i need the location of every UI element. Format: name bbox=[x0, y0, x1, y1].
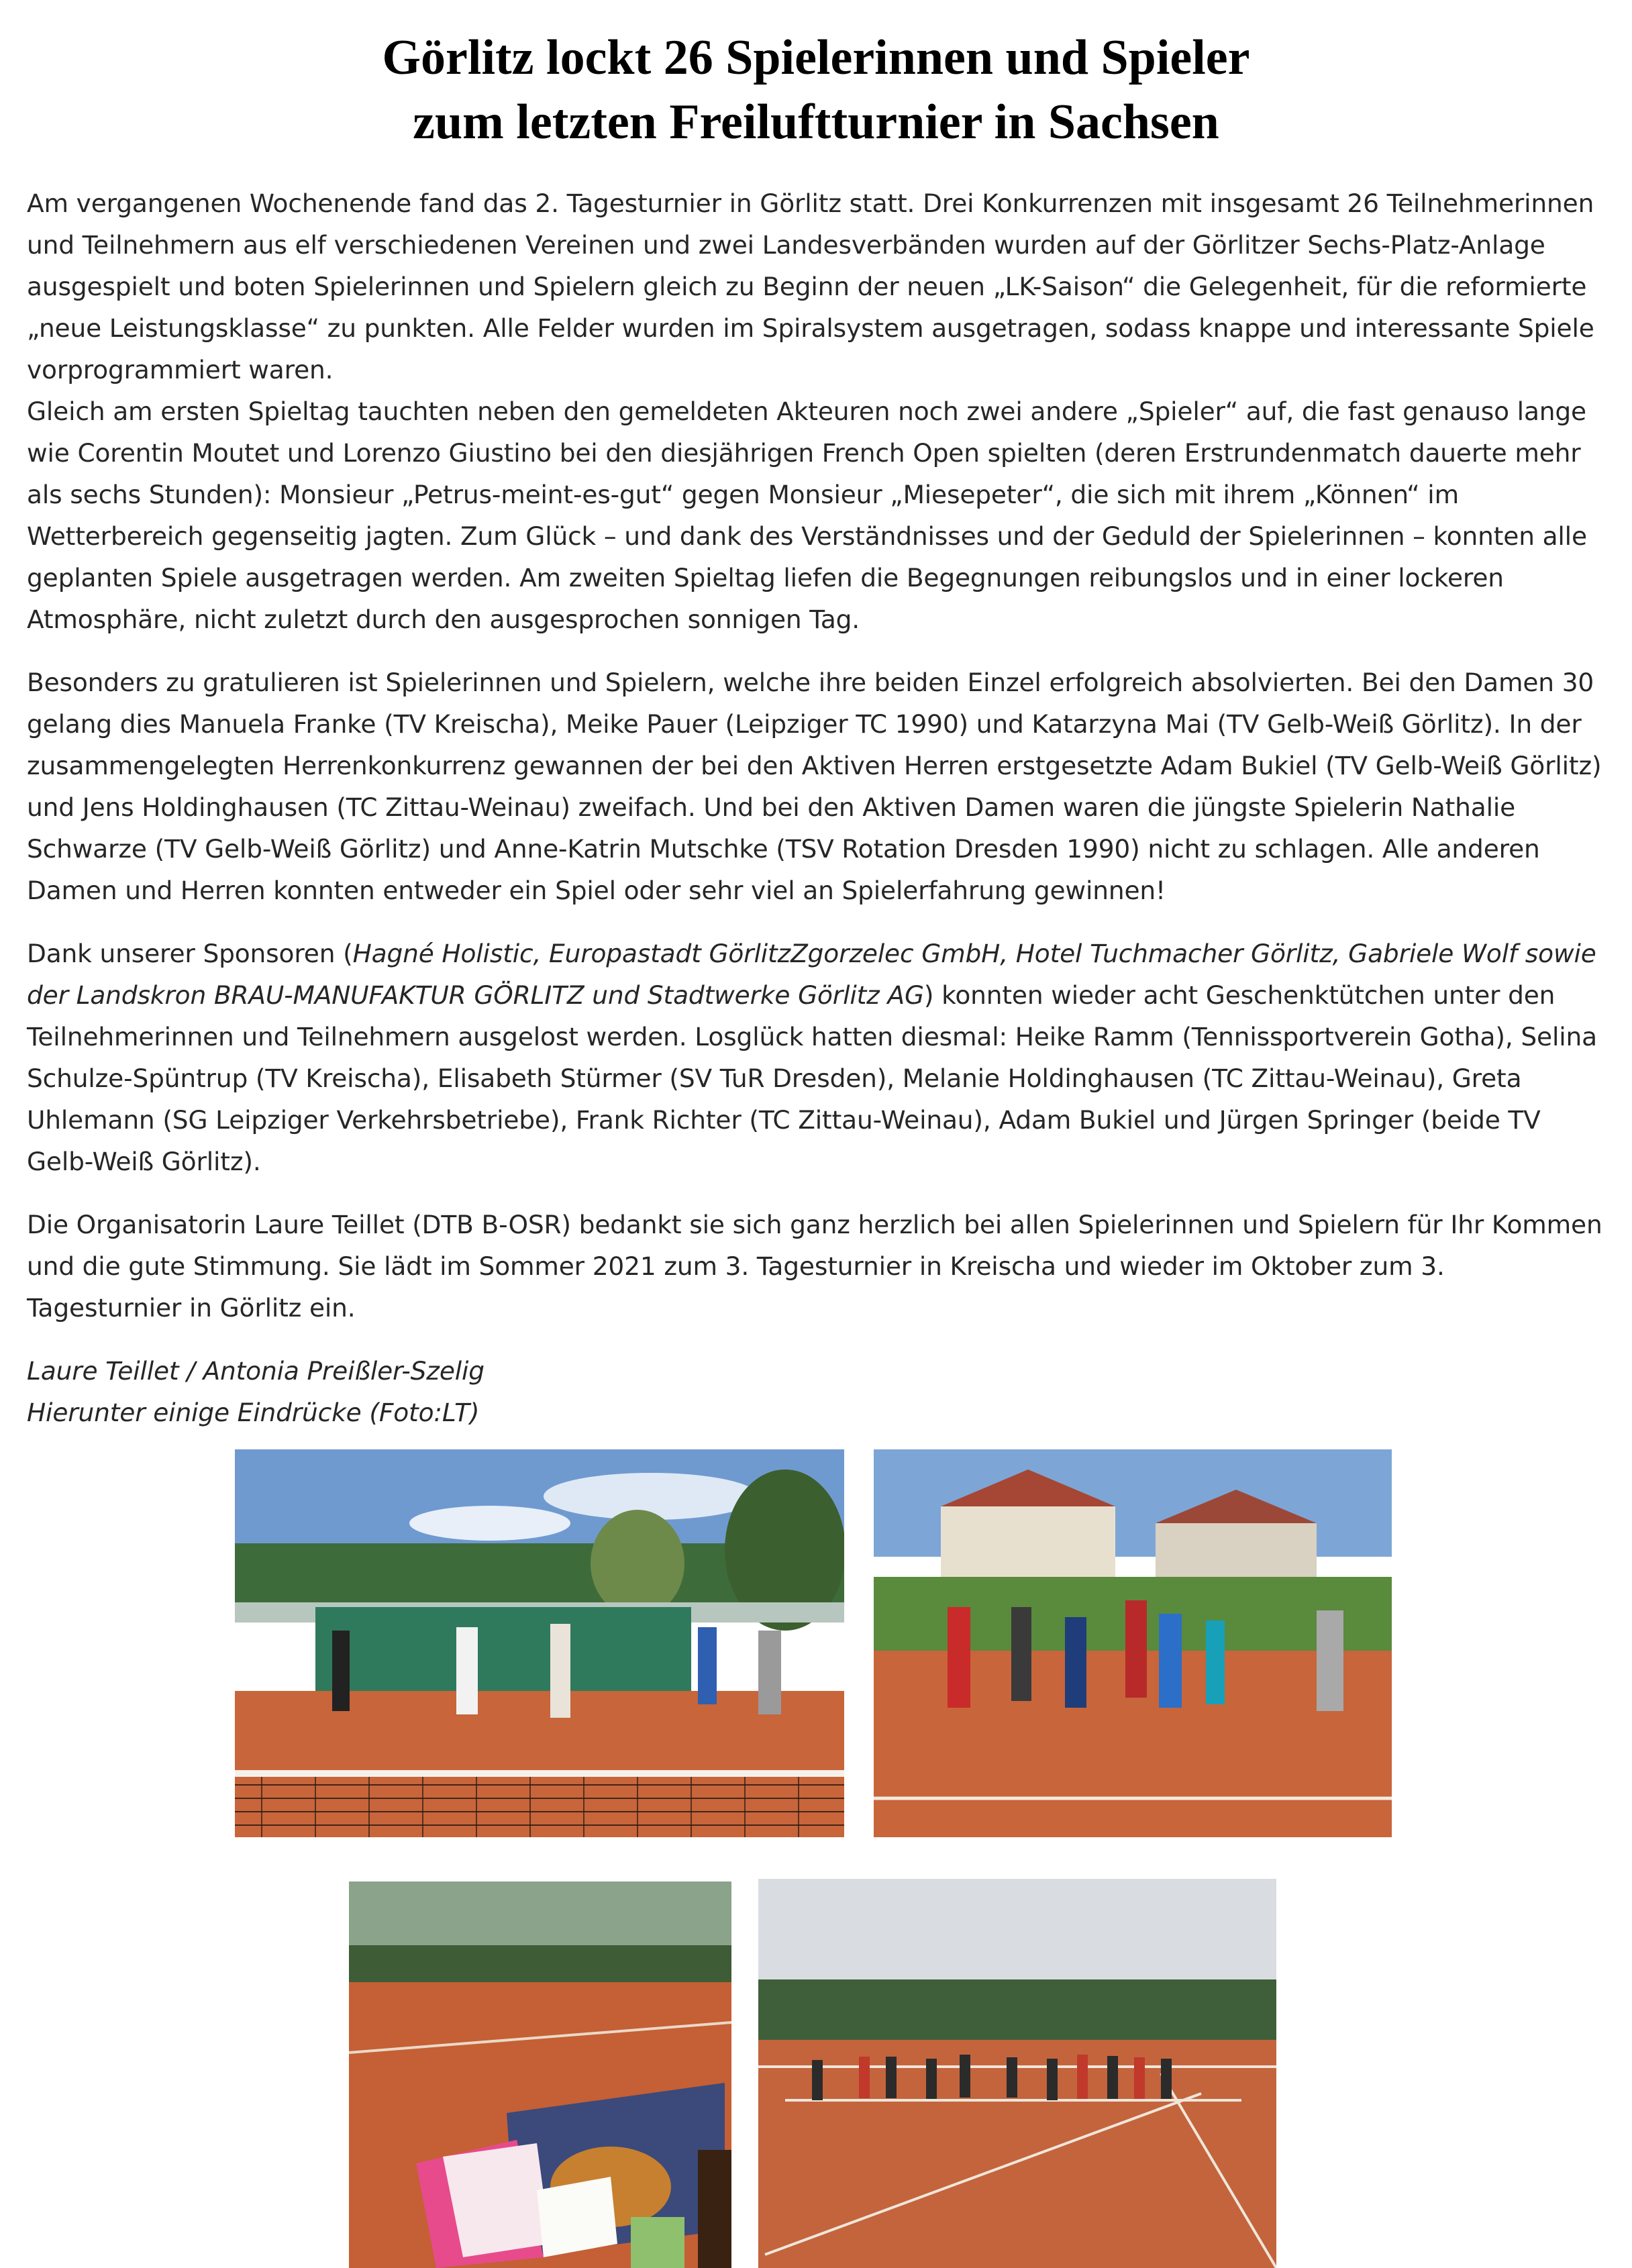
photo-group-on-court bbox=[874, 1449, 1392, 1837]
article-body bbox=[27, 183, 1605, 1455]
paragraph-first-day: Gleich am ersten Spieltag tauchten neben den gemeldeten Akteuren noch zwei andere „Spieler“ auf, die fast genauso lange wie Corentin Moutet und Lorenzo Giustino bei den diesjährigen French Open spielten (deren Erstrundenmatch dauerte mehr als sechs Stunden): Monsieur „Petrus-meint-es-gut“ gegen Monsieur „Miesepeter“, die sich mit ihrem „Können“ im Wetterbereich gegenseitig jagten. Zum Glück – und dank des Verständnisses und der Geduld der Spielerinnen – konnten alle geplanten Spiele ausgetragen werden. Am zweiten Spieltag liefen die Begegnungen reibungslos und in einer lockeren Atmosphäre, nicht zuletzt durch den ausgesprochen sonnigen Tag. bbox=[27, 397, 1587, 634]
title-line-1: Görlitz lockt 26 Spielerinnen und Spieler bbox=[382, 30, 1250, 85]
byline-authors: Laure Teillet / Antonia Preißler-Szelig bbox=[27, 1356, 484, 1386]
photo-wide-court bbox=[758, 1879, 1276, 2268]
title-line-2: zum letzten Freiluftturnier in Sachsen bbox=[413, 95, 1219, 150]
photo-caption: Hierunter einige Eindrücke (Foto:LT) bbox=[27, 1398, 480, 1427]
sponsors-tail-text: ) konnten wieder acht Geschenktütchen unter den Teilnehmerinnen und Teilnehmern ausgelost werden. Losglück hatten diesmal: Heike Ramm (Tennissportverein Gotha), Selina Schulze-Spüntrup (TV Kreischa), Elisabeth Stürmer (SV TuR Dresden), Melanie Holdinghausen (TC Zittau-Weinau), Greta Uhlemann (SG Leipziger Verkehrsbetriebe), Frank Richter (TC Zittau-Weinau), Adam Bukiel und Jürgen Springer (beide TV Gelb-Weiß Görlitz). bbox=[27, 980, 1597, 1176]
sponsors-lead-text: Dank unserer Sponsoren ( bbox=[27, 939, 353, 968]
paragraph-organizer: Die Organisatorin Laure Teillet (DTB B-OSR) bedankt sie sich ganz herzlich bei allen Spielerinnen und Spielern für Ihr Kommen und die gute Stimmung. Sie lädt im Sommer 2021 zum 3. Tagesturnier in Kreischa und wieder im Oktober zum 3. Tagesturnier in Görlitz ein. bbox=[27, 1210, 1602, 1323]
photo-gift-bags bbox=[349, 1882, 731, 2268]
article-title bbox=[0, 25, 1632, 154]
paragraph-intro: Am vergangenen Wochenende fand das 2. Tagesturnier in Görlitz statt. Drei Konkurrenzen mit insgesamt 26 Teilnehmerinnen und Teilnehmern aus elf verschiedenen Vereinen und zwei Landesverbänden wurden auf der Görlitzer Sechs-Platz-Anlage ausgespielt und boten Spielerinnen und Spielern gleich zu Beginn der neuen „LK-Saison“ die Gelegenheit, für die reformierte „neue Leistungsklasse“ zu punkten. Alle Felder wurden im Spiralsystem ausgetragen, sodass knappe und interessante Spiele vorprogrammiert waren. bbox=[27, 189, 1594, 384]
sponsors-list: Hagné Holistic, Europastadt GörlitzZgorzelec GmbH, Hotel Tuchmacher Görlitz, Gabriele Wolf sowie der Landskron BRAU-MANUFAKTUR GÖRLITZ und Stadtwerke Görlitz AG bbox=[27, 939, 1596, 1010]
paragraph-winners: Besonders zu gratulieren ist Spielerinnen und Spielern, welche ihre beiden Einzel erfolgreich absolvierten. Bei den Damen 30 gelang dies Manuela Franke (TV Kreischa), Meike Pauer (Leipziger TC 1990) und Katarzyna Mai (TV Gelb-Weiß Görlitz). In der zusammengelegten Herrenkonkurrenz gewannen der bei den Aktiven Herren erstgesetzte Adam Bukiel (TV Gelb-Weiß Görlitz) und Jens Holdinghausen (TC Zittau-Weinau) zweifach. Und bei den Aktiven Damen waren die jüngste Spielerin Nathalie Schwarze (TV Gelb-Weiß Görlitz) und Anne-Katrin Mutschke (TSV Rotation Dresden 1990) nicht zu schlagen. Alle anderen Damen und Herren konnten entweder ein Spiel oder sehr viel an Spielerfahrung gewinnen! bbox=[27, 668, 1602, 905]
paragraph-sponsors bbox=[27, 933, 1605, 1182]
photo-players-at-net bbox=[235, 1449, 844, 1837]
byline bbox=[27, 1350, 1605, 1433]
